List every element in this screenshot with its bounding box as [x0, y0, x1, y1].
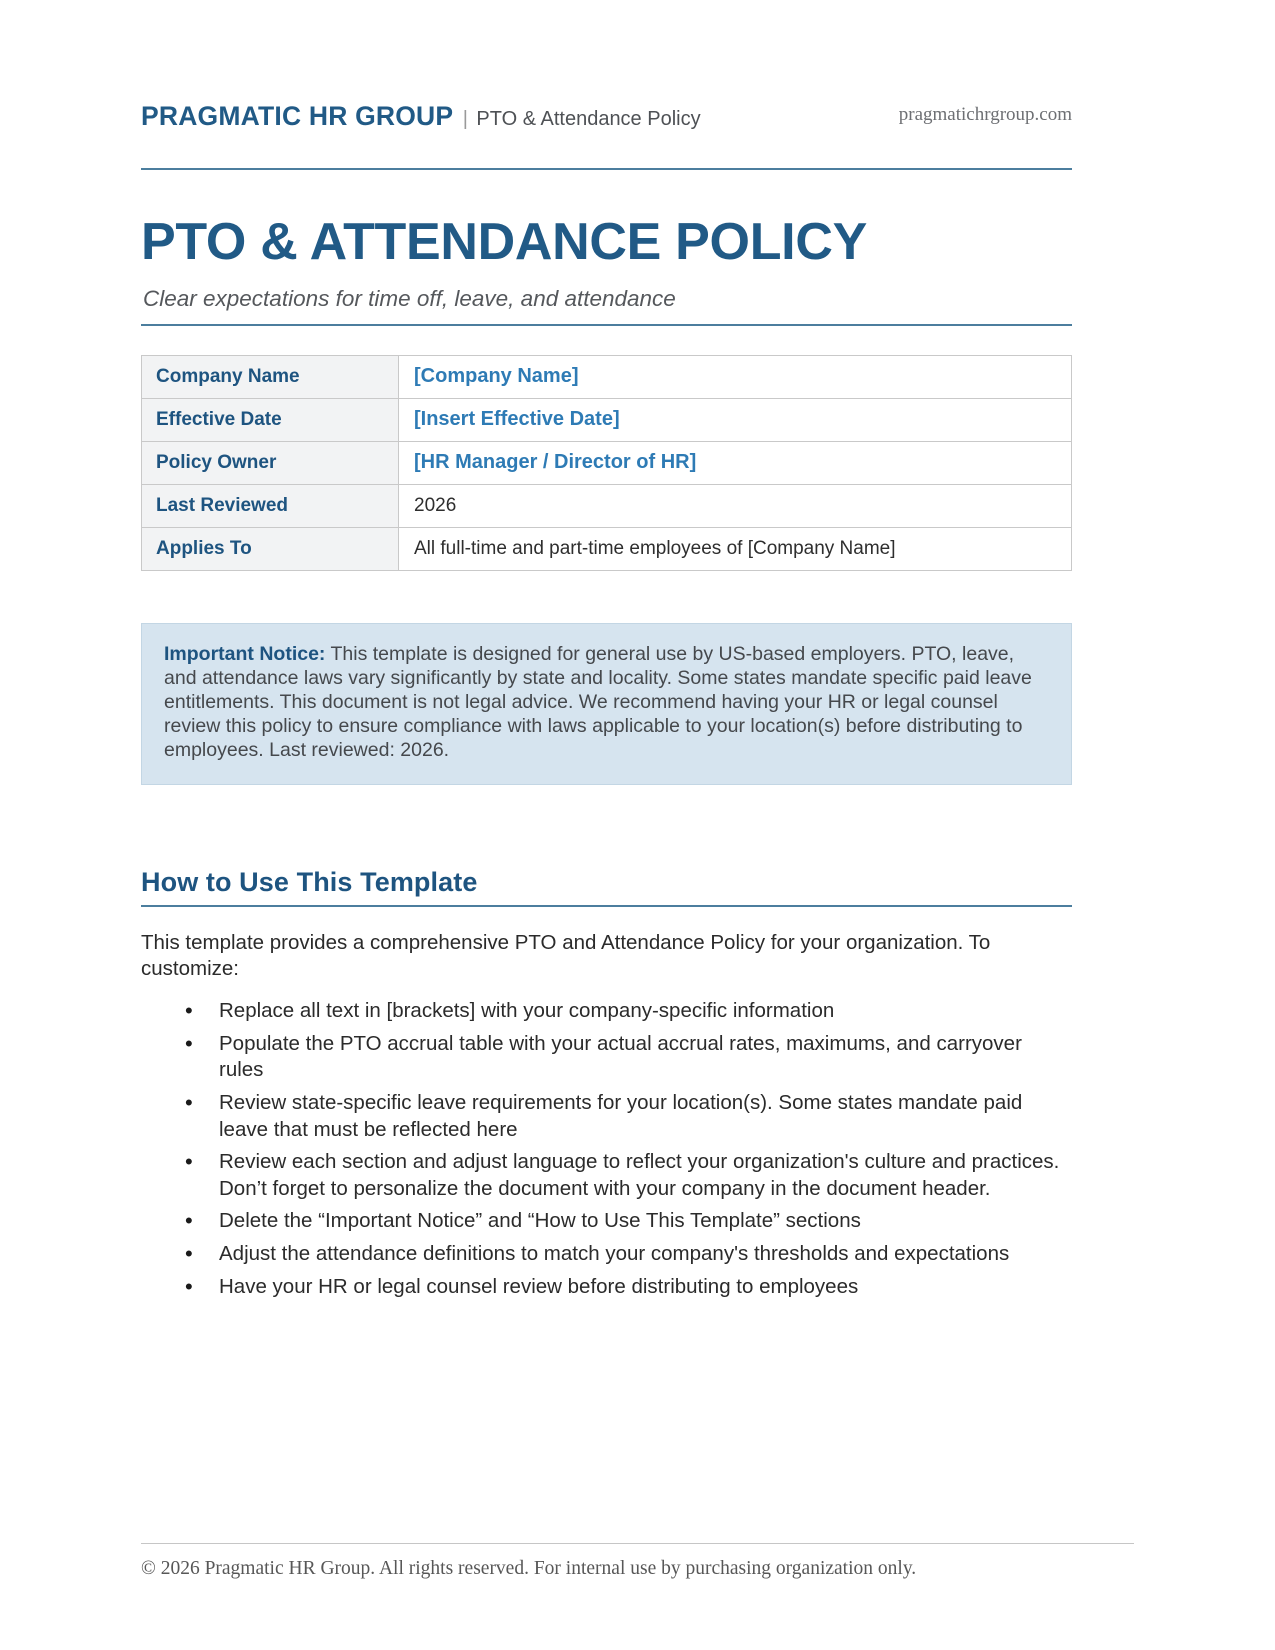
header-document-label: PTO & Attendance Policy — [476, 108, 701, 130]
document-footer — [141, 1543, 1134, 1580]
meta-value[interactable]: [HR Manager / Director of HR] — [399, 441, 1072, 484]
header-website: pragmatichrgroup.com — [898, 104, 1072, 125]
how-to-use-section — [141, 867, 1072, 1301]
meta-value[interactable]: 2026 — [399, 484, 1072, 527]
meta-label: Effective Date — [142, 398, 399, 441]
meta-label: Policy Owner — [142, 441, 399, 484]
meta-value[interactable]: [Insert Effective Date] — [399, 398, 1072, 441]
table-row — [142, 441, 1072, 484]
notice-text: This template is designed for general use by US-based employers. PTO, leave, and attendance laws vary significantly by state and locality. Some states mandate specific paid leave entitlements. This document is not legal advice. We recommend having your HR or legal counsel review this policy to ensure compliance with laws applicable to your location(s) before distributing to employees. Last reviewed: 2026. — [164, 642, 1032, 761]
how-to-bullet-list — [141, 998, 1072, 1300]
document-header — [141, 95, 1072, 169]
list-item: • Have your HR or legal counsel review before distributing to employees — [141, 1274, 1072, 1301]
list-item: • Replace all text in [brackets] with your company-specific information — [141, 998, 1072, 1025]
header-brand — [141, 101, 701, 132]
important-notice-callout — [141, 623, 1072, 785]
header-separator: | — [462, 108, 468, 130]
list-item: • Review each section and adjust language to reflect your organization's culture and practices. Don’t forget to personalize the document with your company in the document header. — [141, 1149, 1072, 1202]
table-row — [142, 484, 1072, 527]
meta-label: Applies To — [142, 527, 399, 570]
footer-divider — [141, 1543, 1134, 1544]
notice-paragraph — [164, 643, 1047, 763]
list-item: • Populate the PTO accrual table with your actual accrual rates, maximums, and carryover rules — [141, 1031, 1072, 1084]
list-item: • Delete the “Important Notice” and “How to Use This Template” sections — [141, 1208, 1072, 1235]
notice-lead-label: Important Notice: — [164, 642, 326, 665]
meta-label: Last Reviewed — [142, 484, 399, 527]
section-heading: How to Use This Template — [141, 866, 478, 897]
document-metadata-table — [141, 355, 1072, 571]
footer-copyright: © 2026 Pragmatic HR Group. All rights reserved. For internal use by purchasing organization only. — [141, 1558, 917, 1579]
title-divider — [141, 324, 1072, 326]
page-title: PTO & ATTENDANCE POLICY — [141, 213, 867, 271]
meta-value[interactable]: [Company Name] — [399, 355, 1072, 398]
meta-value[interactable]: All full-time and part-time employees of [Company Name] — [399, 527, 1072, 570]
list-item: • Review state-specific leave requirements for your location(s). Some states mandate paid leave that must be reflected here — [141, 1090, 1072, 1143]
meta-label: Company Name — [142, 355, 399, 398]
table-row — [142, 355, 1072, 398]
table-row — [142, 398, 1072, 441]
title-block — [141, 215, 1072, 326]
header-divider — [141, 168, 1072, 170]
page-subtitle: Clear expectations for time off, leave, and attendance — [143, 285, 676, 311]
list-item: • Adjust the attendance definitions to match your company's thresholds and expectations — [141, 1241, 1072, 1268]
document-body — [141, 95, 1072, 1306]
section-divider — [141, 905, 1072, 907]
brand-name: PRAGMATIC HR GROUP — [141, 101, 454, 131]
table-row — [142, 527, 1072, 570]
section-intro-text: This template provides a comprehensive PTO and Attendance Policy for your organization. To customize: — [141, 930, 991, 980]
